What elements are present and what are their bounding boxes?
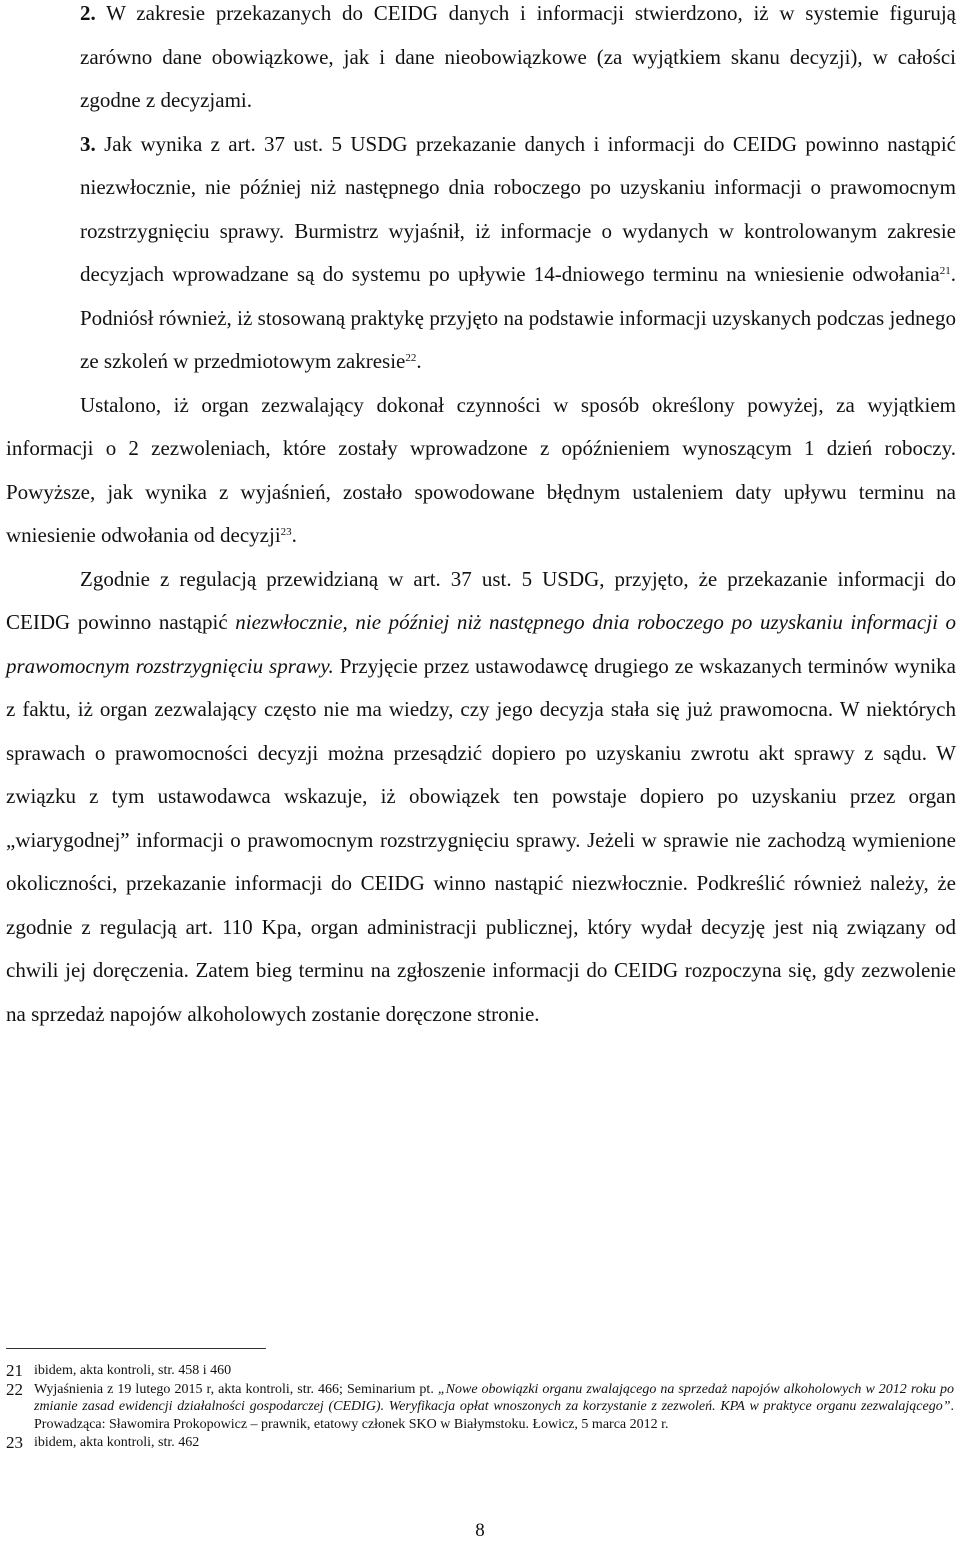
- paragraph-text: .: [291, 523, 297, 547]
- footnote-separator: [6, 1348, 266, 1349]
- paragraph-text: . Podniósł również, iż stosowaną praktykę przyjęto na podstawie informacji uzyskanych podczas jednego ze szkoleń w przedmiotowym zakresie: [80, 262, 956, 373]
- footnotes: [6, 1362, 954, 1453]
- footnote-number: 21: [6, 1361, 23, 1380]
- footnote-ref[interactable]: 22: [405, 352, 417, 364]
- body-text: [6, 0, 956, 1036]
- footnote-text-part: . Prowadząca: Sławomira Prokopowicz – prawnik, etatowy członek SKO w Białymstoku. Łowicz, 5 marca 2012 r.: [34, 1399, 954, 1432]
- paragraph-zgodnie: [6, 558, 956, 1037]
- footnote-ref[interactable]: 21: [939, 265, 951, 277]
- paragraph-text: .: [416, 349, 422, 373]
- seminar-title: „Nowe obowiązki organu zwalającego na sprzedaż napojów alkoholowych w 2012 roku po zmianie zasad ewidencji działalności gospodarczej (CEDIG). Weryfikacja opłat wnoszonych za korzystanie z zezwoleń. KPA w praktyce organu zezwalającego”: [34, 1381, 955, 1414]
- footnote-text: [34, 1381, 954, 1434]
- footnote-21: [6, 1362, 954, 1380]
- paragraph-2: [6, 0, 956, 123]
- paragraph-text: Jak wynika z art. 37 ust. 5 USDG przekazanie danych i informacji do CEIDG powinno nastąpić niezwłocznie, nie później niż następnego dnia roboczego po uzyskaniu informacji o prawomocnym rozstrzygnięciu sprawy. Burmistrz wyjaśnił, iż informacje o wydanych w kontrolowanym zakresie decyzjach wprowadzane są do systemu po upływie 14-dniowego terminu na wniesienie odwołania: [80, 131, 956, 286]
- footnote-22: [6, 1381, 954, 1434]
- paragraph-number: 3.: [80, 131, 96, 156]
- paragraph-text: Zgodnie z regulacją przewidzianą w art. 37 ust. 5 USDG, przyjęto, że przekazanie informacji do CEIDG powinno nastąpić: [6, 566, 956, 634]
- page-number: 8: [475, 1520, 485, 1541]
- paragraph-text: Przyjęcie przez ustawodawcę drugiego ze wskazanych terminów wynika z faktu, iż organ zezwalający często nie ma wiedzy, czy jego decyzja stała się już prawomocna. W niektórych sprawach o prawomocności decyzji można przesądzić dopiero po uzyskaniu zwrotu akt sprawy z sądu. W związku z tym ustawodawca wskazuje, iż obowiązek ten powstaje dopiero po uzyskaniu przez organ „wiarygodnej” informacji o prawomocnym rozstrzygnięciu sprawy. Jeżeli w sprawie nie zachodzą wymienione okoliczności, przekazanie informacji do CEIDG winno nastąpić niezwłocznie. Podkreślić również należy, że zgodnie z regulacją art. 110 Kpa, organ administracji publicznej, który wydał decyzję jest nią związany od chwili jej doręczenia. Zatem bieg terminu na zgłoszenie informacji do CEIDG rozpoczyna się, gdy zezwolenie na sprzedaż napojów alkoholowych zostanie doręczone stronie.: [6, 653, 957, 1026]
- footnote-number: 22: [6, 1379, 23, 1399]
- footnote-text-part: Wyjaśnienia z 19 lutego 2015 r, akta kontroli, str. 466; Seminarium pt.: [34, 1381, 438, 1397]
- footnote-text: ibidem, akta kontroli, str. 458 i 460: [34, 1363, 232, 1378]
- paragraph-3: [6, 123, 956, 384]
- paragraph-text: W zakresie przekazanych do CEIDG danych i informacji stwierdzono, iż w systemie figurują zarówno dane obowiązkowe, jak i dane nieobowiązkowe (za wyjątkiem skanu decyzji), w całości zgodne z decyzjami.: [80, 1, 956, 112]
- footnote-ref[interactable]: 23: [280, 526, 292, 538]
- paragraph-text: Ustalono, iż organ zezwalający dokonał czynności w sposób określony powyżej, za wyjątkiem informacji o 2 zezwoleniach, które zostały wprowadzone z opóźnieniem wynoszącym 1 dzień roboczy. Powyższe, jak wynika z wyjaśnień, zostało spowodowane błędnym ustaleniem daty upływu terminu na wniesienie odwołania od decyzji: [6, 392, 956, 547]
- paragraph-number: 2.: [80, 1, 96, 25]
- quoted-law-text: niezwłocznie, nie później niż następnego dnia roboczego po uzyskaniu informacji o prawomocnym rozstrzygnięciu sprawy.: [6, 610, 956, 678]
- footnote-23: [6, 1434, 954, 1452]
- footnote-text: ibidem, akta kontroli, str. 462: [34, 1435, 200, 1450]
- footnote-number: 23: [6, 1433, 23, 1452]
- paragraph-ustalono: [6, 384, 956, 558]
